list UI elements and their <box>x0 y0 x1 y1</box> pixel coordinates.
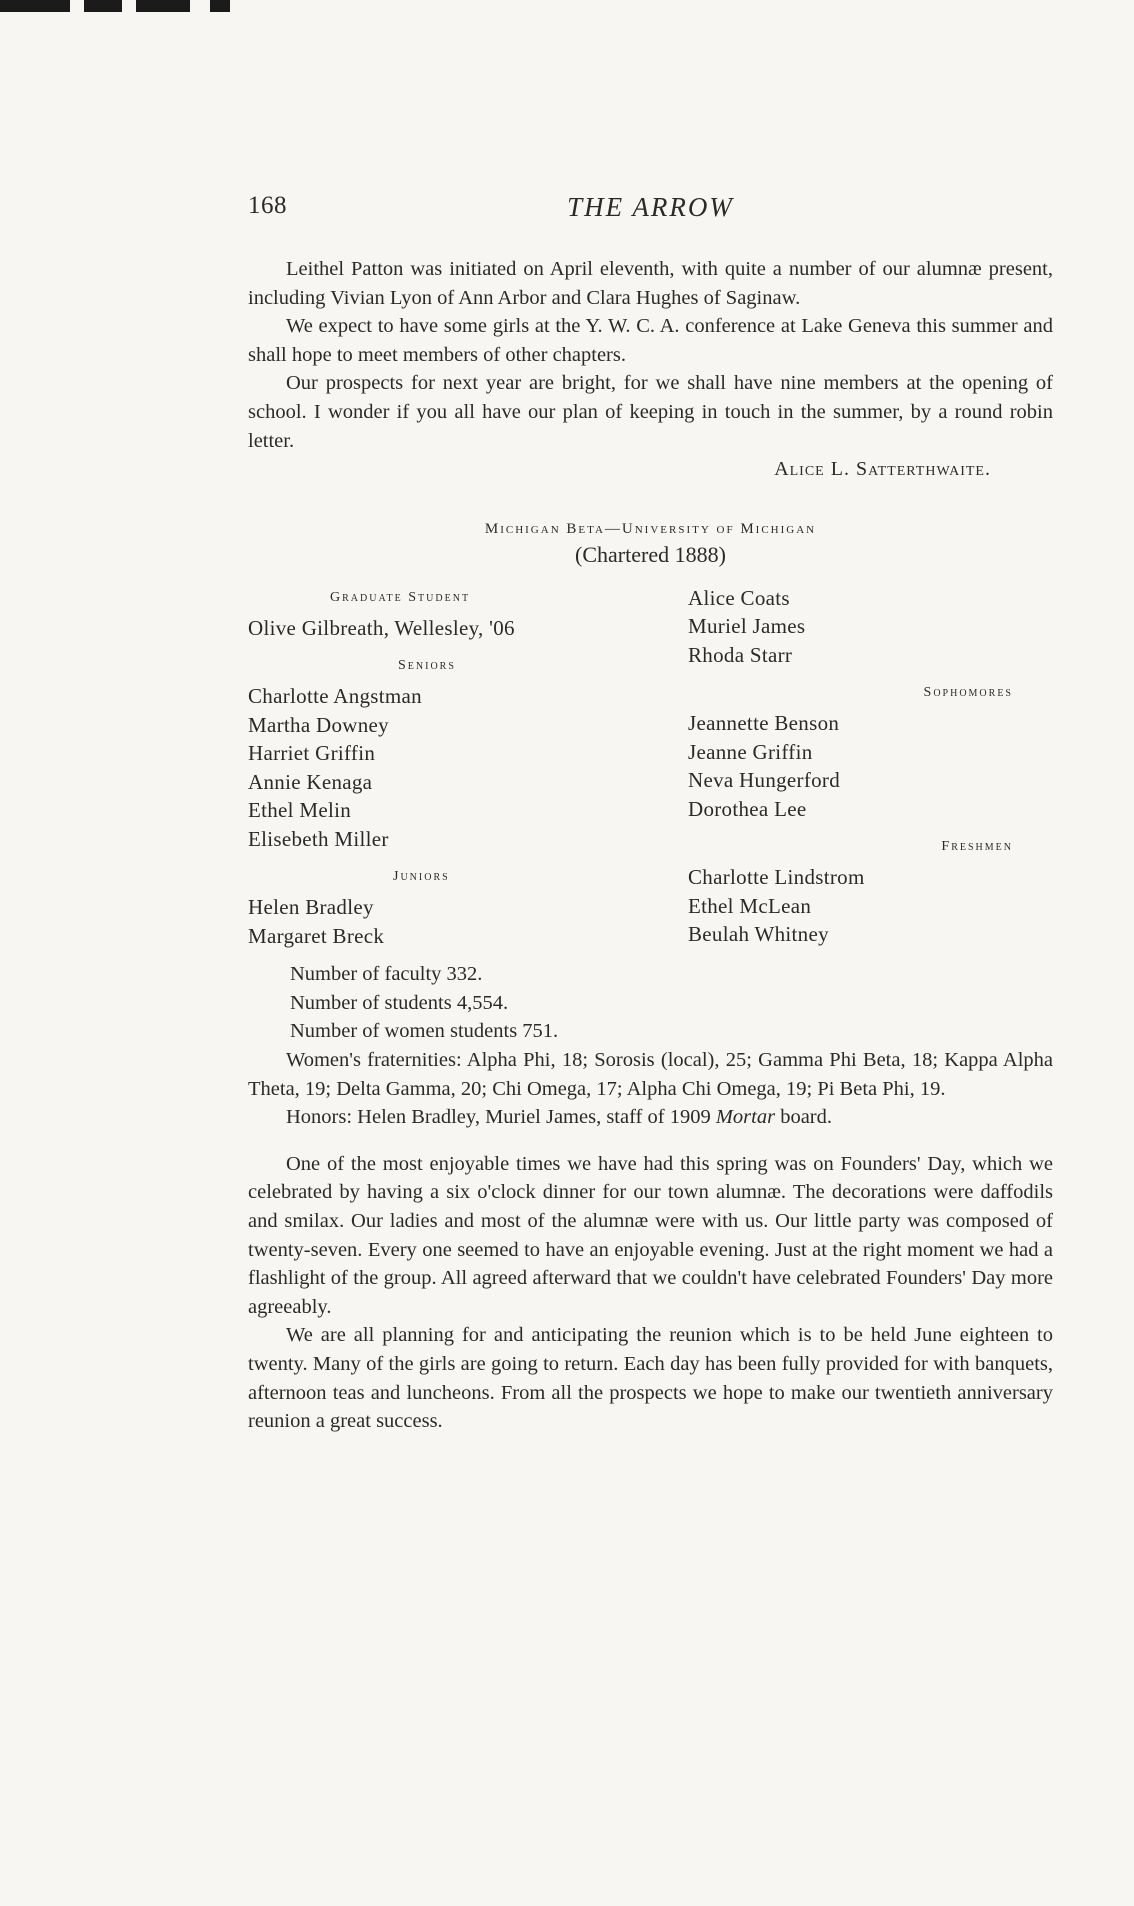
freshmen-list <box>688 863 1053 949</box>
roster-left-column <box>248 584 688 951</box>
paragraph: We expect to have some girls at the Y. W. C. A. conference at Lake Geneva this summer and shall hope to meet members of other chapters. <box>248 315 1053 366</box>
paragraph: Leithel Patton was initiated on April eleventh, with quite a number of our alumnæ present, including Vivian Lyon of Ann Arbor and Clara Hughes of Saginaw. <box>248 258 1053 309</box>
paragraph: We are all planning for and anticipating the reunion which is to be held June eighteen to twenty. Many of the girls are going to return. Each day has been fully provided for with banquets, afternoon teas and luncheons. From all the prospects we hope to make our twentieth anniversary reunion a great success. <box>248 1324 1053 1433</box>
seniors-heading: Seniors <box>398 658 456 674</box>
page-body <box>248 255 1053 1436</box>
member-name: Dorothea Lee <box>688 796 807 821</box>
honors-text: Honors: Helen Bradley, Muriel James, staff of 1909 <box>286 1106 716 1129</box>
sophomores-list <box>688 709 1053 823</box>
university-facts <box>248 960 1053 1132</box>
graduate-list <box>248 614 688 643</box>
member-name: Alice Coats <box>688 585 790 610</box>
honors-suffix: board. <box>775 1106 833 1129</box>
roster-right-column <box>688 584 1053 951</box>
member-roster <box>248 584 1053 951</box>
scan-edge-mark <box>0 0 240 12</box>
member-name: Rhoda Starr <box>688 642 793 667</box>
member-name: Ethel Melin <box>248 798 352 823</box>
member-name: Jeanne Griffin <box>688 739 813 764</box>
graduate-heading: Graduate Student <box>330 589 471 605</box>
student-count: Number of students 4,554. <box>290 991 509 1014</box>
signature: Alice L. Satterthwaite. <box>774 458 991 481</box>
member-name: Neva Hungerford <box>688 768 841 793</box>
chapter-title: Michigan Beta—University of Michigan <box>484 520 817 537</box>
member-name: Charlotte Lindstrom <box>688 865 865 890</box>
page-number: 168 <box>248 192 287 219</box>
paragraph: Our prospects for next year are bright, for we shall have nine members at the opening of school. I wonder if you all have our plan of keeping in touch in the summer, by a round robin letter. <box>248 372 1053 452</box>
honors <box>248 1103 1053 1132</box>
faculty-count: Number of faculty 332. <box>290 963 483 986</box>
freshmen-heading: Freshmen <box>941 839 1013 855</box>
member-name: Jeannette Benson <box>688 711 840 736</box>
seniors-list <box>248 682 688 853</box>
member-name: Olive Gilbreath, Wellesley, '06 <box>248 615 515 640</box>
women-student-count: Number of women students 751. <box>290 1020 559 1043</box>
fraternities-list: Women's fraternities: Alpha Phi, 18; Sorosis (local), 25; Gamma Phi Beta, 18; Kappa Alpha Theta, 19; Delta Gamma, 20; Chi Omega, 17; Alpha Chi Omega, 19; Pi Beta Phi, 19. <box>248 1049 1053 1100</box>
member-name: Charlotte Angstman <box>248 684 422 709</box>
member-name: Ethel McLean <box>688 893 812 918</box>
page-header <box>248 192 1053 228</box>
member-name: Martha Downey <box>248 712 389 737</box>
juniors-continued-list <box>688 584 1053 670</box>
member-name: Margaret Breck <box>248 923 385 948</box>
juniors-list <box>248 893 688 950</box>
member-name: Beulah Whitney <box>688 922 829 947</box>
member-name: Elisebeth Miller <box>248 826 389 851</box>
chartered-date: (Chartered 1888) <box>575 541 726 567</box>
honors-italic: Mortar <box>715 1106 776 1129</box>
member-name: Harriet Griffin <box>248 741 376 766</box>
sophomores-heading: Sophomores <box>923 685 1013 701</box>
running-title: THE ARROW <box>567 192 734 222</box>
member-name: Annie Kenaga <box>248 769 373 794</box>
paragraph: One of the most enjoyable times we have had this spring was on Founders' Day, which we celebrated by having a six o'clock dinner for our town alumnæ. The decorations were daffodils and smilax. Our ladies and most of the alumnæ were with us. Our little party was composed of twenty-seven. Every one seemed to have an enjoyable evening. Just at the right moment we had a flashlight of the group. All agreed afterward that we couldn't have celebrated Founders' Day more agreeably. <box>248 1152 1053 1318</box>
juniors-heading: Juniors <box>393 869 450 885</box>
member-name: Muriel James <box>688 614 806 639</box>
member-name: Helen Bradley <box>248 895 374 920</box>
